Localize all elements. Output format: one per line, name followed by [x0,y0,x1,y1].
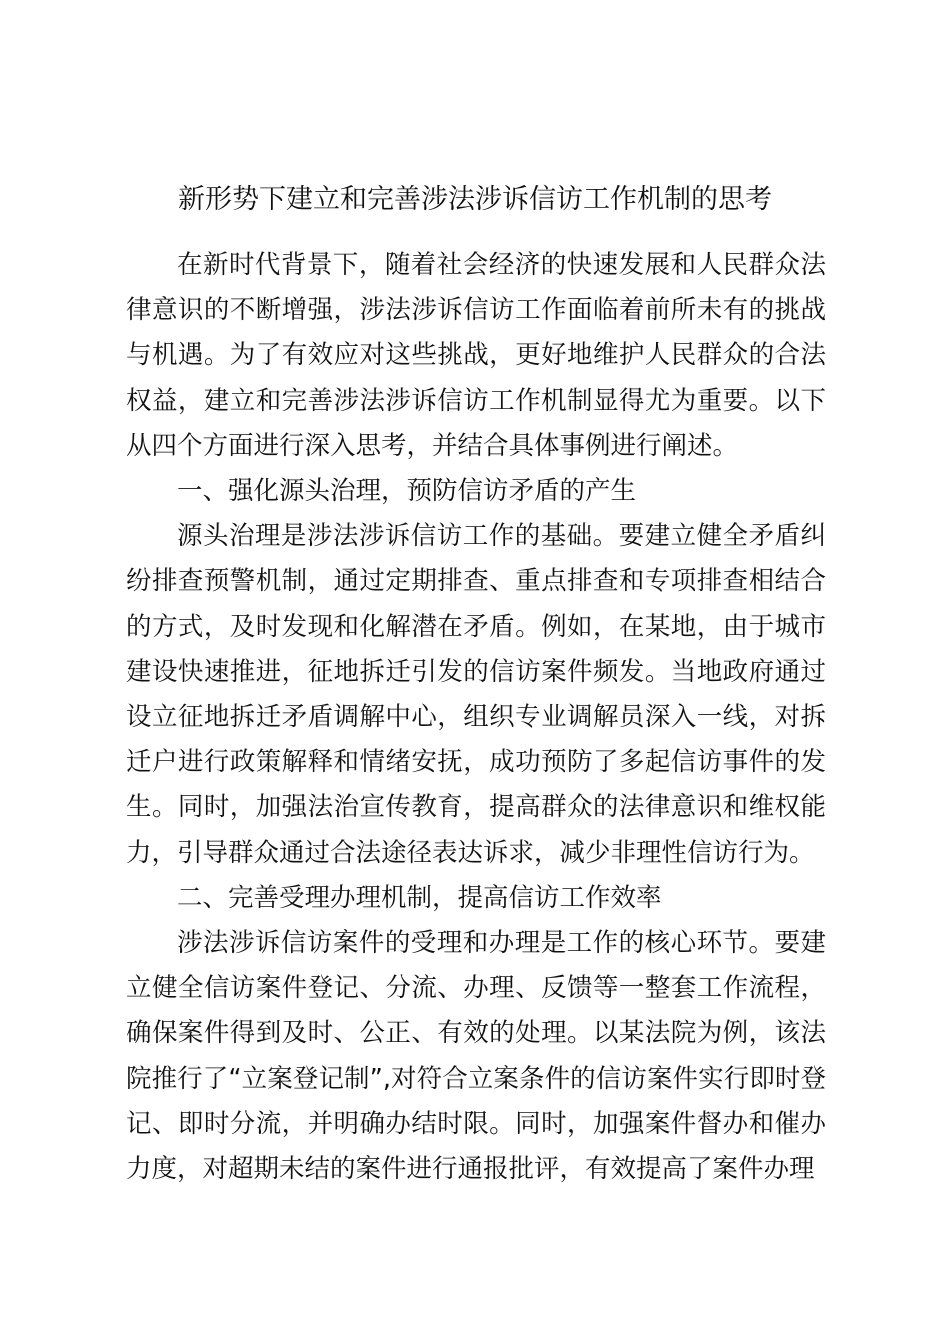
document-title: 新形势下建立和完善涉法涉诉信访工作机制的思考 [178,184,772,215]
intro-paragraph: 在新时代背景下，随着社会经济的快速发展和人民群众法律意识的不断增强，涉法涉诉信访工作面临着前所未有的挑战与机遇。为了有效应对这些挑战，更好地维护人民群众的合法权益，建立和完善涉法涉诉信访工作机制显得尤为重要。以下从四个方面进行深入思考，并结合具体事例进行阐述。 [126,250,826,461]
section-heading-2: 二、完善受理办理机制，提高信访工作效率 [177,882,662,913]
document-body [126,243,826,1192]
section-heading-1: 一、强化源头治理，预防信访矛盾的产生 [177,476,637,507]
section-2-paragraph: 涉法涉诉信访案件的受理和办理是工作的核心环节。要建立健全信访案件登记、分流、办理、反馈等一整套工作流程，确保案件得到及时、公正、有效的处理。以某法院为例，该法院推行了“立案登记制”,对符合立案条件的信访案件实行即时登记、即时分流，并明确办结时限。同时，加强案件督办和催办力度，对超期未结的案件进行通报批评，有效提高了案件办理 [126,928,826,1185]
section-1-paragraph: 源头治理是涉法涉诉信访工作的基础。要建立健全矛盾纠纷排查预警机制，通过定期排查、重点排查和专项排查相结合的方式，及时发现和化解潜在矛盾。例如，在某地，由于城市建设快速推进，征地拆迁引发的信访案件频发。当地政府通过设立征地拆迁矛盾调解中心，组织专业调解员深入一线，对拆迁户进行政策解释和情绪安抚，成功预防了多起信访事件的发生。同时，加强法治宣传教育，提高群众的法律意识和维权能力，引导群众通过合法途径表达诉求，减少非理性信访行为。 [126,521,826,868]
